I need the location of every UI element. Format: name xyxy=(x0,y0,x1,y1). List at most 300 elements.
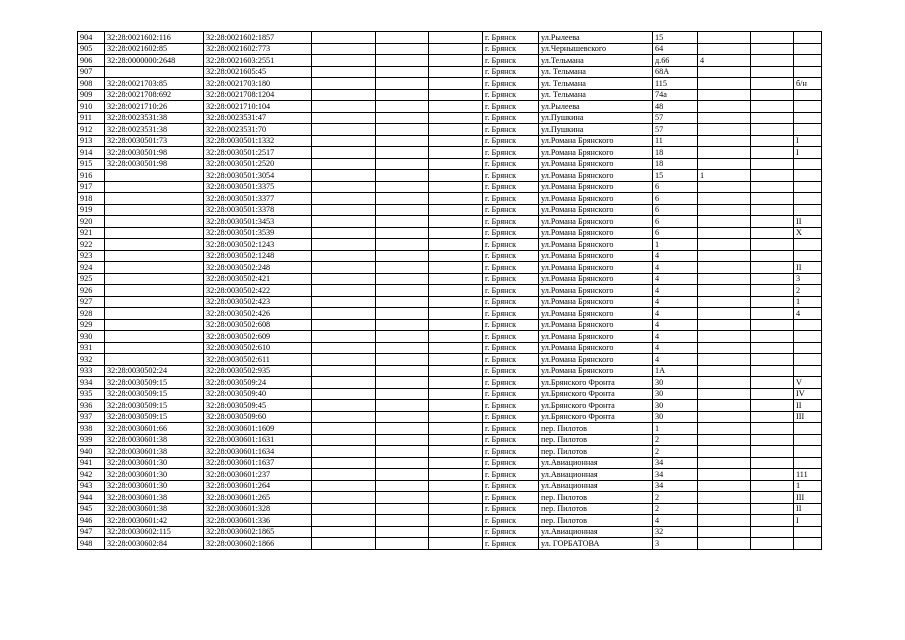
empty-cell xyxy=(429,66,483,78)
premises-cell xyxy=(794,457,822,469)
row-number: 922 xyxy=(78,239,105,251)
empty-cell xyxy=(312,147,376,159)
premises-cell xyxy=(794,354,822,366)
empty-cell xyxy=(312,55,376,67)
empty-cell xyxy=(376,124,429,136)
empty-cell xyxy=(429,400,483,412)
empty-cell xyxy=(312,377,376,389)
row-number: 927 xyxy=(78,296,105,308)
empty-cell xyxy=(312,124,376,136)
building-cell xyxy=(698,388,751,400)
street-cell: пер. Пилотов xyxy=(539,492,653,504)
empty-cell xyxy=(312,250,376,262)
empty-cell xyxy=(312,492,376,504)
building-cell xyxy=(698,434,751,446)
street-cell: ул. ГОРБАТОВА xyxy=(539,538,653,550)
cadastral-object-number: 32:28:0030501:3539 xyxy=(204,227,312,239)
empty-cell xyxy=(312,457,376,469)
building-cell xyxy=(698,331,751,343)
building-cell xyxy=(698,193,751,205)
premises-cell: II xyxy=(794,262,822,274)
row-number: 917 xyxy=(78,181,105,193)
empty-cell xyxy=(751,250,794,262)
empty-cell xyxy=(376,423,429,435)
empty-cell xyxy=(312,434,376,446)
city-cell: г. Брянск xyxy=(483,457,539,469)
row-number: 912 xyxy=(78,124,105,136)
row-number: 926 xyxy=(78,285,105,297)
empty-cell xyxy=(751,446,794,458)
street-cell: ул.Романа Брянского xyxy=(539,147,653,159)
table-row xyxy=(78,216,822,228)
empty-cell xyxy=(312,342,376,354)
table-row xyxy=(78,43,822,55)
city-cell: г. Брянск xyxy=(483,32,539,44)
premises-cell xyxy=(794,55,822,67)
premises-cell xyxy=(794,423,822,435)
cadastral-land-number: 32:28:0021703:85 xyxy=(105,78,204,90)
row-number: 911 xyxy=(78,112,105,124)
empty-cell xyxy=(751,285,794,297)
cadastral-land-number: 32:28:0030601:38 xyxy=(105,503,204,515)
street-cell: ул.Романа Брянского xyxy=(539,181,653,193)
empty-cell xyxy=(751,515,794,527)
cadastral-land-number: 32:28:0030602:115 xyxy=(105,526,204,538)
house-number: 6 xyxy=(653,193,698,205)
empty-cell xyxy=(376,469,429,481)
empty-cell xyxy=(751,181,794,193)
city-cell: г. Брянск xyxy=(483,365,539,377)
empty-cell xyxy=(751,331,794,343)
empty-cell xyxy=(376,492,429,504)
house-number: 30 xyxy=(653,377,698,389)
empty-cell xyxy=(312,78,376,90)
empty-cell xyxy=(376,503,429,515)
empty-cell xyxy=(751,147,794,159)
empty-cell xyxy=(312,101,376,113)
cadastral-land-number xyxy=(105,193,204,205)
empty-cell xyxy=(312,365,376,377)
city-cell: г. Брянск xyxy=(483,400,539,412)
city-cell: г. Брянск xyxy=(483,66,539,78)
house-number: 6 xyxy=(653,204,698,216)
cadastral-land-number xyxy=(105,285,204,297)
table-row xyxy=(78,388,822,400)
premises-cell: 1 xyxy=(794,296,822,308)
house-number: 15 xyxy=(653,170,698,182)
street-cell: ул.Авиационная xyxy=(539,480,653,492)
house-number: 68А xyxy=(653,66,698,78)
building-cell xyxy=(698,112,751,124)
cadastral-land-number: 32:28:0030509:15 xyxy=(105,388,204,400)
building-cell xyxy=(698,181,751,193)
empty-cell xyxy=(312,112,376,124)
empty-cell xyxy=(312,216,376,228)
empty-cell xyxy=(751,377,794,389)
city-cell: г. Брянск xyxy=(483,250,539,262)
empty-cell xyxy=(751,66,794,78)
premises-cell xyxy=(794,365,822,377)
house-number: 30 xyxy=(653,400,698,412)
empty-cell xyxy=(376,66,429,78)
row-number: 932 xyxy=(78,354,105,366)
building-cell xyxy=(698,32,751,44)
building-cell xyxy=(698,480,751,492)
empty-cell xyxy=(376,55,429,67)
row-number: 914 xyxy=(78,147,105,159)
empty-cell xyxy=(751,342,794,354)
city-cell: г. Брянск xyxy=(483,112,539,124)
premises-cell xyxy=(794,170,822,182)
city-cell: г. Брянск xyxy=(483,227,539,239)
city-cell: г. Брянск xyxy=(483,388,539,400)
empty-cell xyxy=(429,354,483,366)
empty-cell xyxy=(376,32,429,44)
empty-cell xyxy=(376,262,429,274)
empty-cell xyxy=(429,273,483,285)
building-cell xyxy=(698,78,751,90)
cadastral-object-number: 32:28:0030509:60 xyxy=(204,411,312,423)
premises-cell xyxy=(794,538,822,550)
cadastral-land-number: 32:28:0030509:15 xyxy=(105,400,204,412)
empty-cell xyxy=(751,308,794,320)
cadastral-land-number: 32:28:0030601:38 xyxy=(105,492,204,504)
premises-cell: 111 xyxy=(794,469,822,481)
empty-cell xyxy=(312,319,376,331)
premises-cell xyxy=(794,204,822,216)
street-cell: ул. Тельмана xyxy=(539,78,653,90)
street-cell: пер. Пилотов xyxy=(539,503,653,515)
city-cell: г. Брянск xyxy=(483,308,539,320)
empty-cell xyxy=(429,147,483,159)
empty-cell xyxy=(376,193,429,205)
cadastral-land-number xyxy=(105,239,204,251)
house-number: 57 xyxy=(653,124,698,136)
cadastral-land-number: 32:28:0021602:85 xyxy=(105,43,204,55)
cadastral-object-number: 32:28:0030601:328 xyxy=(204,503,312,515)
empty-cell xyxy=(312,32,376,44)
premises-cell xyxy=(794,250,822,262)
street-cell: ул.Романа Брянского xyxy=(539,365,653,377)
empty-cell xyxy=(429,101,483,113)
building-cell xyxy=(698,400,751,412)
cadastral-land-number: 32:28:0030501:73 xyxy=(105,135,204,147)
cadastral-object-number: 32:28:0021605:45 xyxy=(204,66,312,78)
row-number: 924 xyxy=(78,262,105,274)
cadastral-land-number: 32:28:0021708:692 xyxy=(105,89,204,101)
street-cell: пер. Пилотов xyxy=(539,423,653,435)
empty-cell xyxy=(429,434,483,446)
empty-cell xyxy=(376,377,429,389)
street-cell: ул.Романа Брянского xyxy=(539,285,653,297)
premises-cell xyxy=(794,446,822,458)
table-row xyxy=(78,331,822,343)
cadastral-object-number: 32:28:0030502:609 xyxy=(204,331,312,343)
premises-cell xyxy=(794,434,822,446)
house-number: 4 xyxy=(653,285,698,297)
table-row xyxy=(78,193,822,205)
city-cell: г. Брянск xyxy=(483,55,539,67)
city-cell: г. Брянск xyxy=(483,262,539,274)
building-cell xyxy=(698,308,751,320)
premises-cell xyxy=(794,112,822,124)
street-cell: пер. Пилотов xyxy=(539,446,653,458)
empty-cell xyxy=(312,400,376,412)
house-number: 6 xyxy=(653,227,698,239)
cadastral-object-number: 32:28:0030509:45 xyxy=(204,400,312,412)
house-number: д.66 xyxy=(653,55,698,67)
row-number: 939 xyxy=(78,434,105,446)
street-cell: ул.Авиационная xyxy=(539,526,653,538)
city-cell: г. Брянск xyxy=(483,147,539,159)
registry-sheet xyxy=(77,31,821,550)
premises-cell xyxy=(794,331,822,343)
empty-cell xyxy=(376,515,429,527)
cadastral-object-number: 32:28:0030509:24 xyxy=(204,377,312,389)
cadastral-land-number: 32:28:0021710:26 xyxy=(105,101,204,113)
street-cell: ул.Рылеева xyxy=(539,32,653,44)
premises-cell xyxy=(794,66,822,78)
table-row xyxy=(78,377,822,389)
street-cell: ул.Романа Брянского xyxy=(539,319,653,331)
empty-cell xyxy=(376,135,429,147)
empty-cell xyxy=(751,296,794,308)
city-cell: г. Брянск xyxy=(483,101,539,113)
empty-cell xyxy=(751,273,794,285)
empty-cell xyxy=(429,331,483,343)
empty-cell xyxy=(376,250,429,262)
house-number: 4 xyxy=(653,515,698,527)
empty-cell xyxy=(376,227,429,239)
cadastral-object-number: 32:28:0030502:608 xyxy=(204,319,312,331)
cadastral-land-number xyxy=(105,354,204,366)
empty-cell xyxy=(376,457,429,469)
city-cell: г. Брянск xyxy=(483,446,539,458)
empty-cell xyxy=(312,411,376,423)
row-number: 906 xyxy=(78,55,105,67)
empty-cell xyxy=(376,147,429,159)
row-number: 915 xyxy=(78,158,105,170)
house-number: 32 xyxy=(653,526,698,538)
building-cell xyxy=(698,239,751,251)
cadastral-land-number xyxy=(105,181,204,193)
empty-cell xyxy=(376,434,429,446)
cadastral-object-number: 32:28:0030601:264 xyxy=(204,480,312,492)
street-cell: ул.Романа Брянского xyxy=(539,354,653,366)
row-number: 913 xyxy=(78,135,105,147)
cadastral-object-number: 32:28:0021710:104 xyxy=(204,101,312,113)
city-cell: г. Брянск xyxy=(483,124,539,136)
cadastral-object-number: 32:28:0030601:1637 xyxy=(204,457,312,469)
empty-cell xyxy=(429,296,483,308)
empty-cell xyxy=(751,112,794,124)
premises-cell: 1 xyxy=(794,480,822,492)
cadastral-object-number: 32:28:0030501:3377 xyxy=(204,193,312,205)
empty-cell xyxy=(751,388,794,400)
row-number: 947 xyxy=(78,526,105,538)
street-cell: ул.Романа Брянского xyxy=(539,273,653,285)
house-number: 11 xyxy=(653,135,698,147)
cadastral-land-number: 32:28:0030601:66 xyxy=(105,423,204,435)
city-cell: г. Брянск xyxy=(483,285,539,297)
city-cell: г. Брянск xyxy=(483,239,539,251)
table-row xyxy=(78,78,822,90)
empty-cell xyxy=(376,342,429,354)
cadastral-land-number: 32:28:0030601:38 xyxy=(105,434,204,446)
city-cell: г. Брянск xyxy=(483,204,539,216)
empty-cell xyxy=(312,135,376,147)
table-row xyxy=(78,503,822,515)
table-row xyxy=(78,124,822,136)
empty-cell xyxy=(312,227,376,239)
cadastral-object-number: 32:28:0030501:2520 xyxy=(204,158,312,170)
table-row xyxy=(78,135,822,147)
cadastral-object-number: 32:28:0030501:3375 xyxy=(204,181,312,193)
city-cell: г. Брянск xyxy=(483,434,539,446)
empty-cell xyxy=(429,170,483,182)
building-cell: 4 xyxy=(698,55,751,67)
empty-cell xyxy=(312,446,376,458)
empty-cell xyxy=(376,365,429,377)
empty-cell xyxy=(429,285,483,297)
premises-cell xyxy=(794,181,822,193)
empty-cell xyxy=(751,89,794,101)
cadastral-land-number: 32:28:0030601:30 xyxy=(105,469,204,481)
cadastral-object-number: 32:28:0021602:773 xyxy=(204,43,312,55)
cadastral-object-number: 32:28:0030502:421 xyxy=(204,273,312,285)
premises-cell: I xyxy=(794,135,822,147)
house-number: 1А xyxy=(653,365,698,377)
empty-cell xyxy=(751,135,794,147)
cadastral-land-number xyxy=(105,250,204,262)
street-cell: ул.Брянского Фронта xyxy=(539,411,653,423)
house-number: 2 xyxy=(653,446,698,458)
house-number: 64 xyxy=(653,43,698,55)
city-cell: г. Брянск xyxy=(483,377,539,389)
empty-cell xyxy=(751,158,794,170)
building-cell xyxy=(698,216,751,228)
row-number: 945 xyxy=(78,503,105,515)
table-row xyxy=(78,227,822,239)
row-number: 937 xyxy=(78,411,105,423)
row-number: 938 xyxy=(78,423,105,435)
premises-cell xyxy=(794,319,822,331)
empty-cell xyxy=(312,43,376,55)
cadastral-object-number: 32:28:0021602:1857 xyxy=(204,32,312,44)
table-row xyxy=(78,457,822,469)
house-number: 18 xyxy=(653,158,698,170)
house-number: 4 xyxy=(653,319,698,331)
row-number: 933 xyxy=(78,365,105,377)
cadastral-land-number xyxy=(105,308,204,320)
empty-cell xyxy=(751,503,794,515)
table-row xyxy=(78,526,822,538)
cadastral-land-number: 32:28:0030502:24 xyxy=(105,365,204,377)
empty-cell xyxy=(376,446,429,458)
table-row xyxy=(78,480,822,492)
city-cell: г. Брянск xyxy=(483,170,539,182)
empty-cell xyxy=(429,308,483,320)
empty-cell xyxy=(376,239,429,251)
street-cell: ул.Рылеева xyxy=(539,101,653,113)
empty-cell xyxy=(376,538,429,550)
row-number: 934 xyxy=(78,377,105,389)
empty-cell xyxy=(312,193,376,205)
empty-cell xyxy=(312,469,376,481)
empty-cell xyxy=(376,388,429,400)
table-row xyxy=(78,55,822,67)
premises-cell: IV xyxy=(794,388,822,400)
empty-cell xyxy=(751,434,794,446)
cadastral-object-number: 32:28:0030502:248 xyxy=(204,262,312,274)
row-number: 904 xyxy=(78,32,105,44)
row-number: 925 xyxy=(78,273,105,285)
building-cell xyxy=(698,227,751,239)
empty-cell xyxy=(751,78,794,90)
empty-cell xyxy=(312,89,376,101)
building-cell xyxy=(698,503,751,515)
row-number: 935 xyxy=(78,388,105,400)
table-row xyxy=(78,423,822,435)
cadastral-land-number: 32:28:0021602:116 xyxy=(105,32,204,44)
empty-cell xyxy=(429,411,483,423)
empty-cell xyxy=(376,411,429,423)
cadastral-object-number: 32:28:0030601:237 xyxy=(204,469,312,481)
row-number: 921 xyxy=(78,227,105,239)
empty-cell xyxy=(376,331,429,343)
cadastral-object-number: 32:28:0030501:3453 xyxy=(204,216,312,228)
empty-cell xyxy=(376,296,429,308)
city-cell: г. Брянск xyxy=(483,411,539,423)
cadastral-object-number: 32:28:0030501:1332 xyxy=(204,135,312,147)
cadastral-object-number: 32:28:0030501:3378 xyxy=(204,204,312,216)
table-row xyxy=(78,446,822,458)
building-cell xyxy=(698,319,751,331)
street-cell: ул. Тельмана xyxy=(539,89,653,101)
cadastral-land-number: 32:28:0030601:38 xyxy=(105,446,204,458)
empty-cell xyxy=(376,480,429,492)
premises-cell xyxy=(794,89,822,101)
cadastral-land-number: 32:28:0030601:42 xyxy=(105,515,204,527)
cadastral-land-number xyxy=(105,216,204,228)
empty-cell xyxy=(751,492,794,504)
cadastral-land-number xyxy=(105,342,204,354)
table-row xyxy=(78,342,822,354)
empty-cell xyxy=(429,239,483,251)
empty-cell xyxy=(429,515,483,527)
cadastral-land-number xyxy=(105,296,204,308)
table-row xyxy=(78,469,822,481)
cadastral-object-number: 32:28:0023531:47 xyxy=(204,112,312,124)
cadastral-land-number xyxy=(105,66,204,78)
empty-cell xyxy=(429,112,483,124)
empty-cell xyxy=(429,181,483,193)
empty-cell xyxy=(376,285,429,297)
table-row xyxy=(78,239,822,251)
premises-cell xyxy=(794,342,822,354)
building-cell xyxy=(698,296,751,308)
empty-cell xyxy=(376,400,429,412)
house-number: 4 xyxy=(653,296,698,308)
house-number: 4 xyxy=(653,342,698,354)
building-cell xyxy=(698,515,751,527)
house-number: 6 xyxy=(653,181,698,193)
building-cell xyxy=(698,354,751,366)
table-row xyxy=(78,170,822,182)
cadastral-object-number: 32:28:0030501:2517 xyxy=(204,147,312,159)
city-cell: г. Брянск xyxy=(483,193,539,205)
row-number: 920 xyxy=(78,216,105,228)
